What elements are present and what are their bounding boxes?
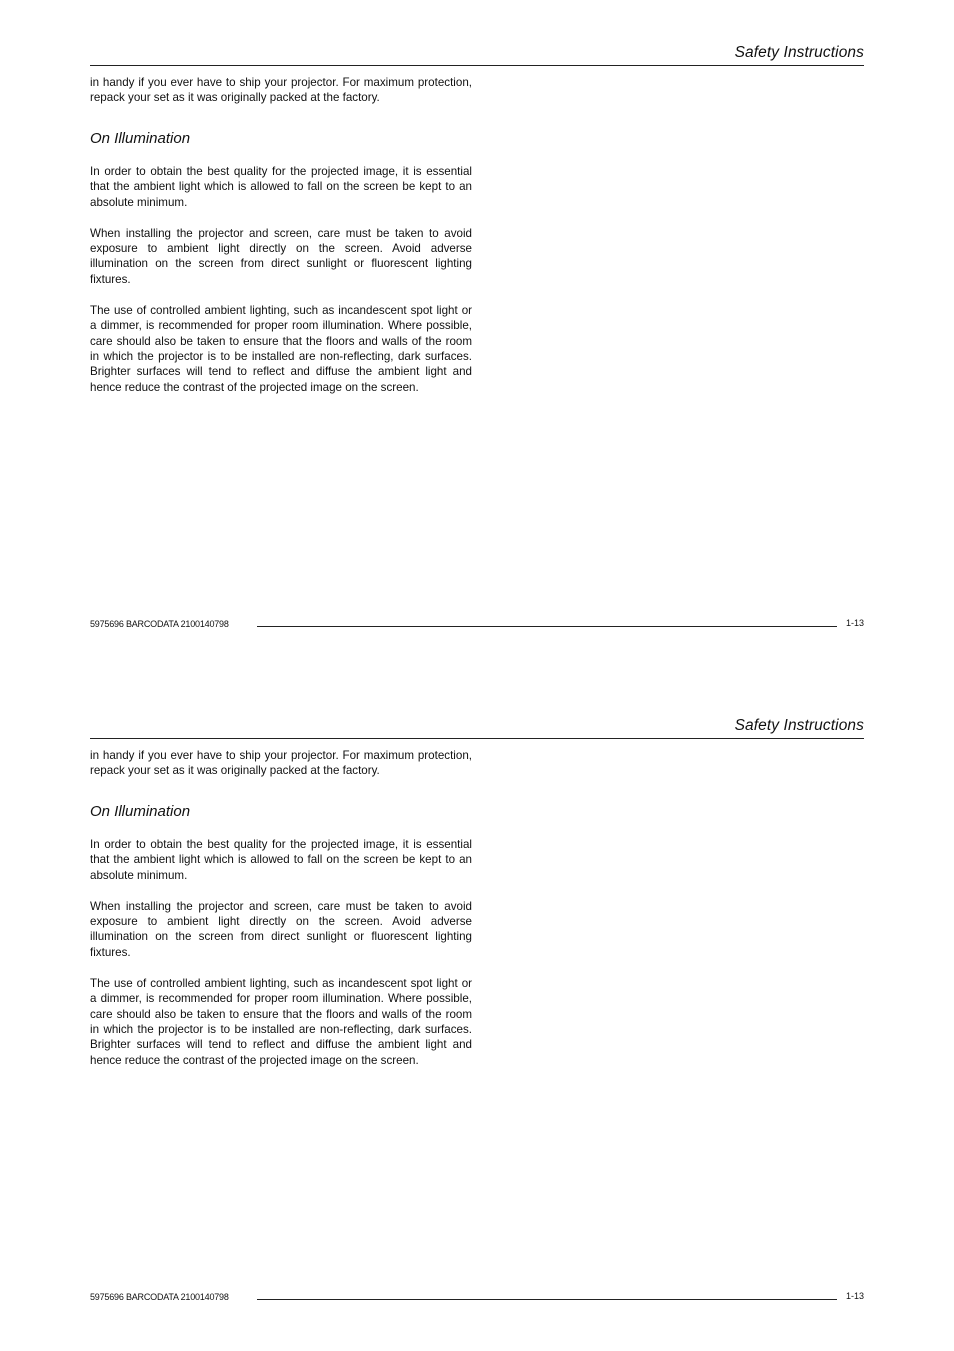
header-divider	[90, 738, 864, 739]
document-page-1	[0, 0, 954, 672]
section-heading: On Illumination	[90, 129, 191, 147]
header-divider	[90, 65, 864, 66]
document-page-2	[0, 673, 954, 1345]
page-number: 1-13	[845, 618, 864, 628]
body-paragraph: When installing the projector and screen, care must be taken to avoid exposure to ambient light directly on the screen. Avoid adverse illumination on the screen from direct sunlight or fluorescent lighting fixtures.	[90, 899, 472, 959]
intro-paragraph: in handy if you ever have to ship your projector. For maximum protection, repack your set as it was originally packed at the factory.	[90, 749, 472, 778]
footer-divider	[257, 1299, 837, 1300]
intro-paragraph: in handy if you ever have to ship your projector. For maximum protection, repack your set as it was originally packed at the factory.	[90, 76, 472, 105]
footer-divider	[257, 626, 837, 627]
body-paragraph: In order to obtain the best quality for the projected image, it is essential that the ambient light which is allowed to fall on the screen be kept to an absolute minimum.	[90, 837, 472, 882]
page-body	[90, 75, 472, 411]
page-body	[90, 748, 472, 1084]
footer-document-code: 5975696 BARCODATA 2100140798	[90, 1292, 229, 1302]
page-number: 1-13	[845, 1291, 864, 1301]
body-paragraph: In order to obtain the best quality for the projected image, it is essential that the ambient light which is allowed to fall on the screen be kept to an absolute minimum.	[90, 164, 472, 209]
section-heading: On Illumination	[90, 802, 191, 820]
footer-document-code: 5975696 BARCODATA 2100140798	[90, 619, 229, 629]
body-paragraph: The use of controlled ambient lighting, such as incandescent spot light or a dimmer, is recommended for proper room illumination. Where possible, care should also be taken to ensure that the floors and walls of the room in which the projector is to be installed are non-reflecting, dark surfaces. Brighter surfaces will tend to reflect and diffuse the ambient light and hence reduce the contrast of the projected image on the screen.	[90, 976, 472, 1067]
page-header-title: Safety Instructions	[734, 717, 864, 734]
body-paragraph: The use of controlled ambient lighting, such as incandescent spot light or a dimmer, is recommended for proper room illumination. Where possible, care should also be taken to ensure that the floors and walls of the room in which the projector is to be installed are non-reflecting, dark surfaces. Brighter surfaces will tend to reflect and diffuse the ambient light and hence reduce the contrast of the projected image on the screen.	[90, 303, 472, 394]
body-paragraph: When installing the projector and screen, care must be taken to avoid exposure to ambient light directly on the screen. Avoid adverse illumination on the screen from direct sunlight or fluorescent lighting fixtures.	[90, 226, 472, 286]
page-header-title: Safety Instructions	[734, 44, 864, 61]
